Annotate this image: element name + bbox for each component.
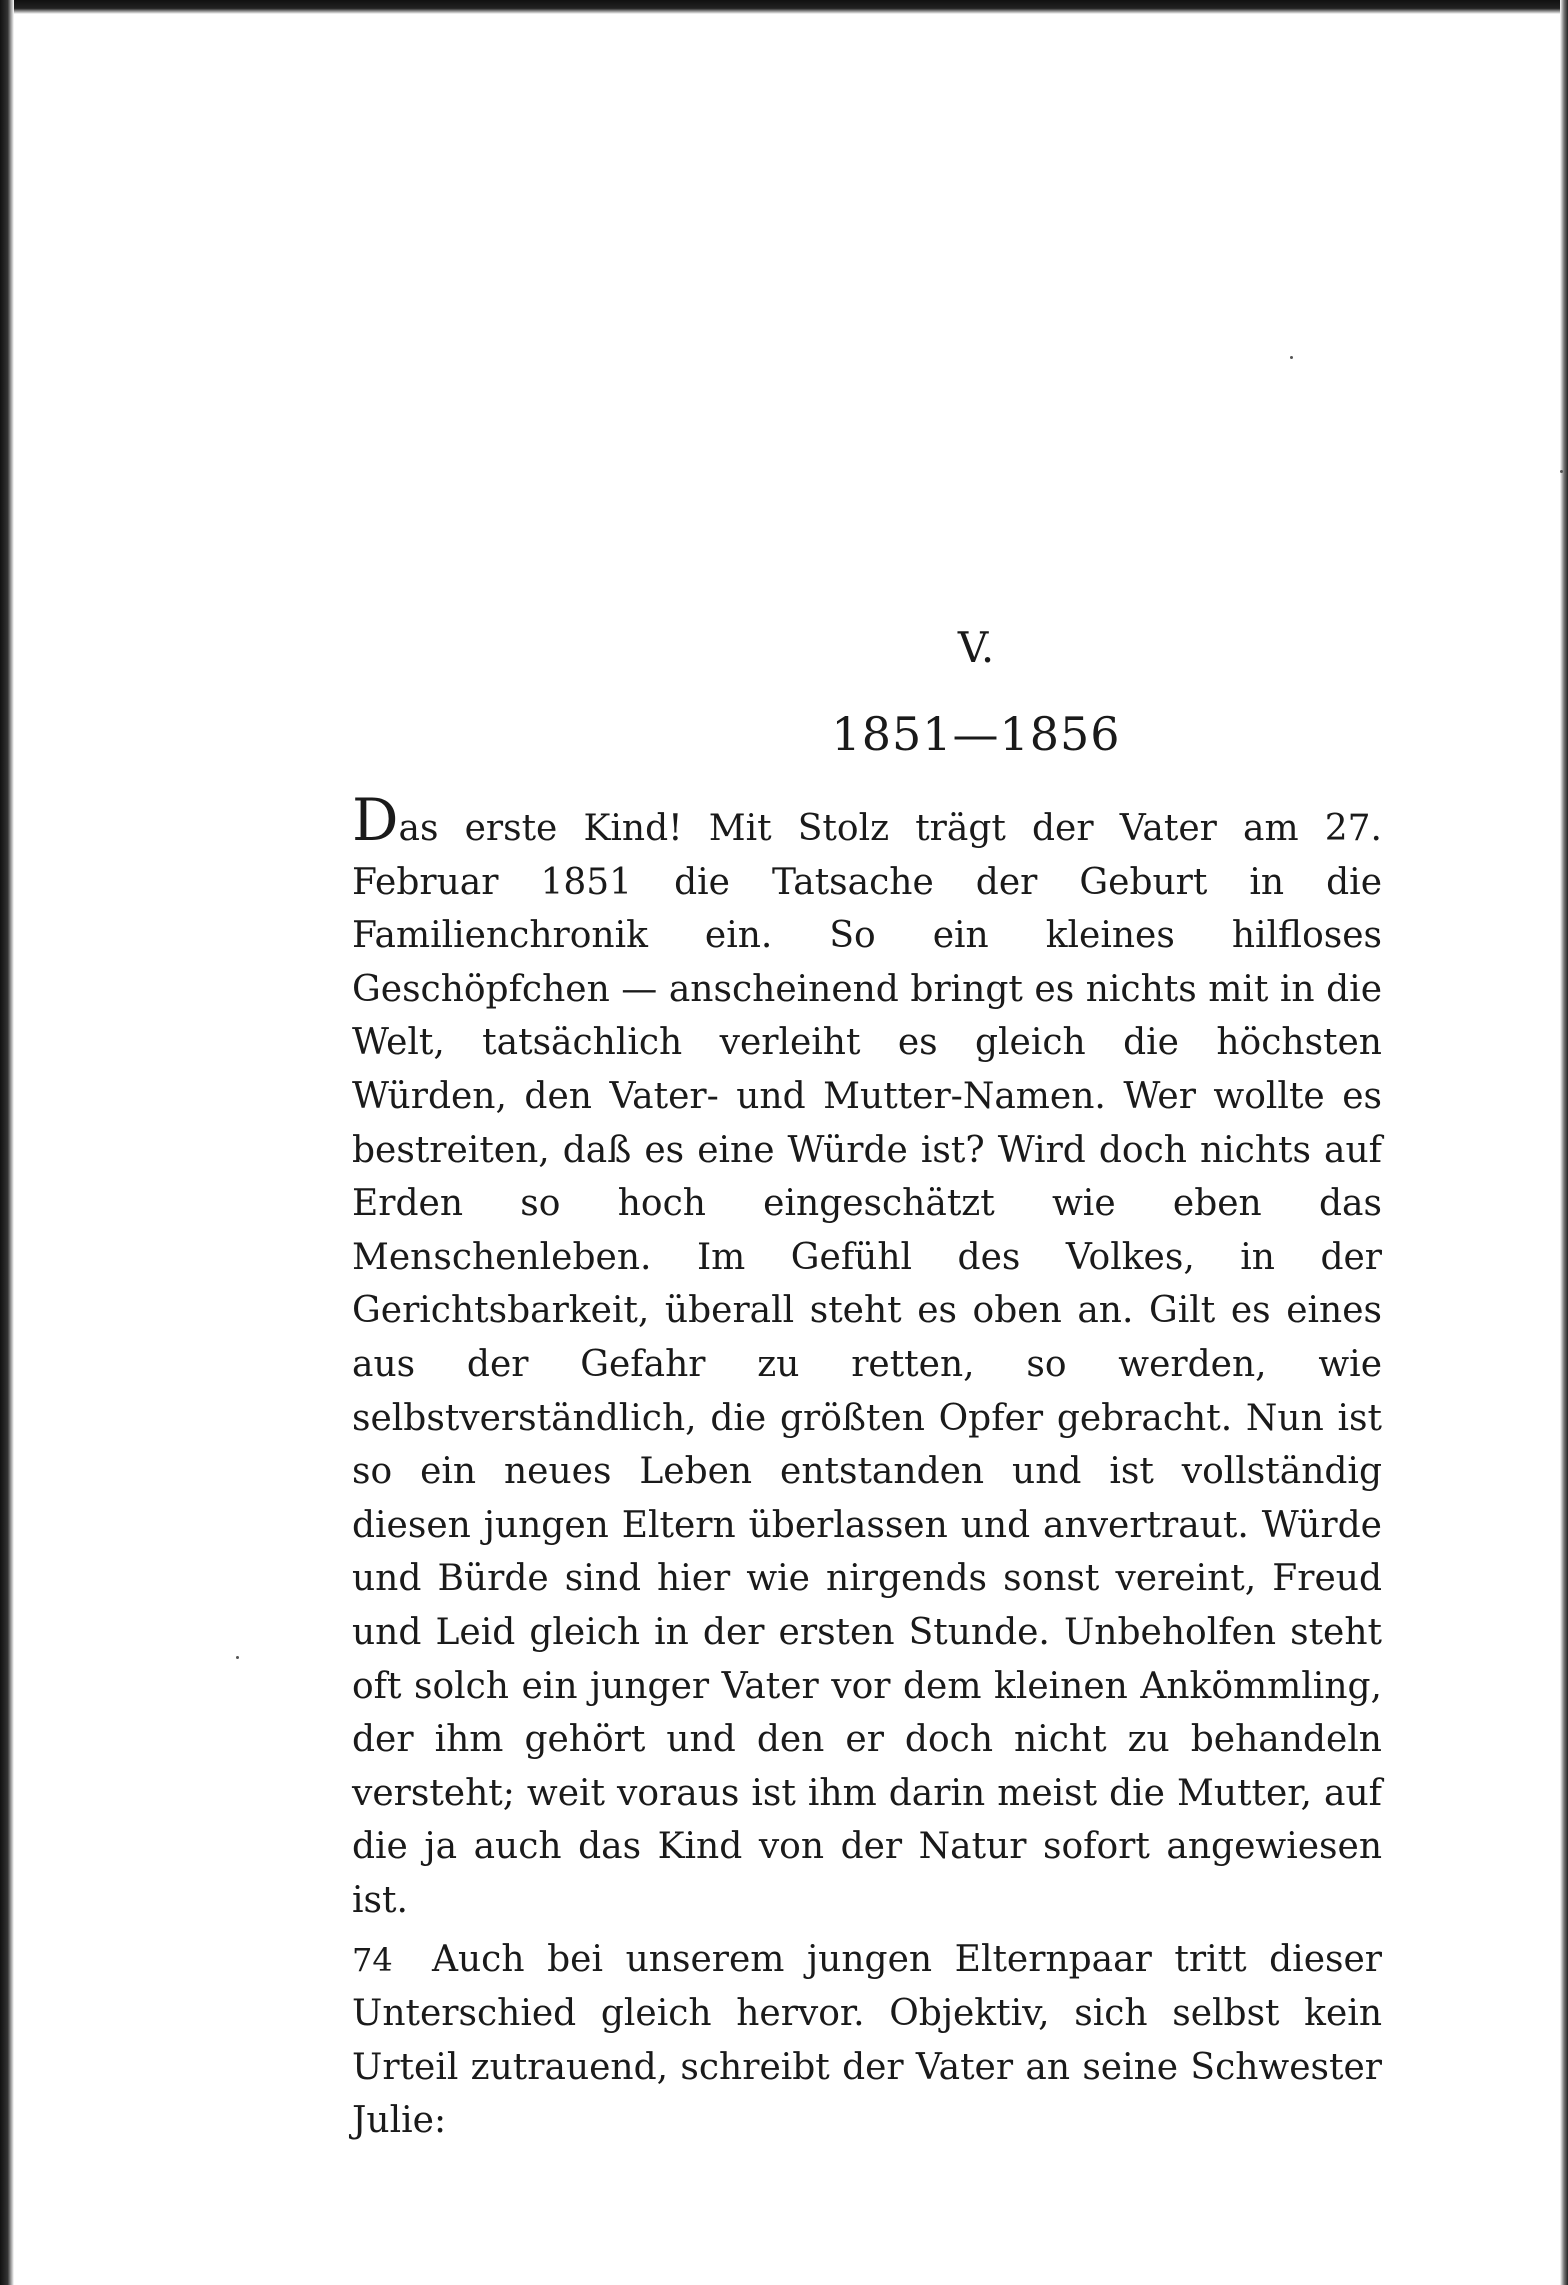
- chapter-body: [352, 786, 1382, 2148]
- book-page: [352, 600, 1382, 2148]
- scan-border-right: [1560, 0, 1568, 2285]
- scan-speck: [236, 1656, 239, 1659]
- scan-speck: [1560, 470, 1563, 473]
- scan-border-top: [0, 0, 1568, 14]
- chapter-title-years: 1851—1856: [831, 707, 1121, 761]
- page-number: 74: [352, 1941, 393, 1979]
- paragraph: Das erste Kind! Mit Stolz trägt der Vater am 27. Februar 1851 die Tatsache der Geburt in die Familienchronik ein. So ein kleines hilfloses Geschöpfchen — anscheinend bringt es nichts mit in die Welt, tatsächlich verleiht es gleich die höchsten Würden, den Vater- und Mutter-Namen. Wer wollte es bestreiten, daß es eine Würde ist? Wird doch nichts auf Erden so hoch eingeschätzt wie eben das Menschenleben. Im Gefühl des Volkes, in der Gerichtsbarkeit, überall steht es oben an. Gilt es eines aus der Gefahr zu retten, so werden, wie selbstverständlich, die größten Opfer gebracht. Nun ist so ein neues Leben entstanden und ist vollständig diesen jungen Eltern überlassen und anvertraut. Würde und Bürde sind hier wie nirgends sonst vereint, Freud und Leid gleich in der ersten Stunde. Unbeholfen steht oft solch ein junger Vater vor dem kleinen Ankömmling, der ihm gehört und den er doch nicht zu behandeln versteht; weit voraus ist ihm darin meist die Mutter, auf die ja auch das Kind von der Natur sofort angewiesen ist.: [352, 786, 1382, 1921]
- paragraph: Auch bei unserem jungen Elternpaar tritt dieser Unterschied gleich hervor. Objektiv, sich selbst kein Urteil zutrauend, schreibt der Vater an seine Schwester Julie:: [352, 1939, 1382, 2142]
- scan-speck: [1290, 356, 1293, 359]
- chapter-number: V.: [957, 623, 995, 672]
- scan-border-left: [0, 0, 14, 2285]
